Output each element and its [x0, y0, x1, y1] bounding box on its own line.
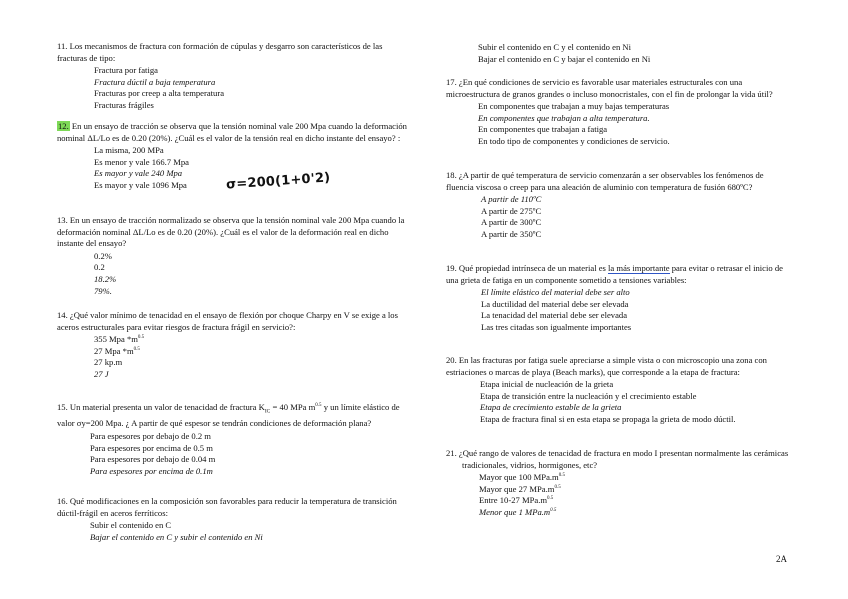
option-b[interactable]: Bajar el contenido en C y subir el contenido en Ni — [90, 531, 263, 542]
question-19 — [446, 263, 791, 334]
option-a[interactable]: 0.2% — [94, 250, 112, 261]
question-17 — [446, 77, 791, 148]
question-stem-text: En un ensayo de tracción se observa que la tensión nominal vale 200 Mpa cuando la deformación nominal ΔL/Lo es de 0.20 (20%). ¿Cuál es el valor de la tensión real en dicho instante del ensayo? : — [57, 121, 407, 143]
question-stem: 17. ¿En qué condiciones de servicio es favorable usar materiales estructurales con una microestructura de granos grandes o incluso monocristales, con el fin de prolongar la vida útil? — [446, 77, 773, 99]
option-d[interactable]: A partir de 350ºC — [481, 228, 542, 239]
option-d[interactable]: Fracturas frágiles — [94, 99, 154, 110]
question-13 — [57, 215, 407, 297]
option-b[interactable]: La ductilidad del material debe ser elevada — [481, 298, 629, 309]
question-16-continued — [462, 41, 792, 65]
page-number: 2A — [776, 554, 787, 564]
option-c[interactable]: Entre 10-27 $MPa.m^{0.5}$ — [479, 495, 554, 506]
option-c[interactable]: Fracturas por creep a alta temperatura — [94, 88, 225, 99]
options-list — [446, 287, 791, 333]
options-list — [57, 520, 407, 543]
option-a[interactable]: A partir de 110ºC — [481, 194, 542, 205]
question-stem: 20. En las fracturas por fatiga suele apreciarse a simple vista o con microscopio una zona con estriaciones o marcas de playa (Beach marks), que corresponde a la etapa de fractura: — [446, 355, 767, 377]
options-list — [57, 431, 407, 477]
option-b[interactable]: 27 Mpa $*m^{0.5}$ — [94, 345, 140, 356]
question-14 — [57, 310, 407, 381]
options-list — [446, 194, 791, 240]
option-c[interactable]: 18.2% — [94, 273, 117, 284]
option-c[interactable]: 27 kp.m — [94, 357, 123, 368]
option-b[interactable]: Es menor y vale 166.7 Mpa — [94, 156, 189, 167]
question-stem: 15. Un material presenta un valor de tenacidad de fractura $K_{IC} = 40$ MPa $m^{0.5}$ y un límite elástico de valor σy=200 Mpa. ¿ A partir de qué espesor se tendrán condiciones de deformación plana? — [57, 402, 400, 429]
question-stem: 18. ¿A partir de qué temperatura de servicio comenzarán a ser observables los fenómenos de fluencia viscosa o creep para una aleación de aluminio con temperatura de fusión 680ºC? — [446, 170, 764, 192]
question-stem — [57, 121, 407, 144]
option-a[interactable]: 355 Mpa $*m^{0.5}$ — [94, 334, 145, 345]
options-list — [57, 65, 405, 111]
option-a[interactable]: El límite elástico del material debe ser alto — [481, 287, 630, 298]
option-c[interactable]: Etapa de crecimiento estable de la grieta — [480, 402, 622, 413]
option-b[interactable]: A partir de 275ºC — [481, 205, 542, 216]
question-18 — [446, 170, 791, 241]
option-b[interactable]: Para espesores por encima de 0.5 m — [90, 442, 213, 453]
question-21 — [446, 448, 791, 519]
question-16 — [57, 496, 407, 543]
option-b[interactable]: Mayor que 27 $MPa.m^{0.5}$ — [479, 483, 561, 494]
option-d[interactable]: Menor que 1 $MPa.m^{0.5}$ — [479, 506, 557, 517]
option-a[interactable]: Para espesores por debajo de 0.2 m — [90, 430, 211, 441]
question-stem: 14. ¿Qué valor mínimo de tenacidad en el ensayo de flexión por choque Charpy en V se exige a los aceros estructurales para evitar riesgos de fractura frágil en servicio?: — [57, 310, 398, 332]
option-d[interactable]: Bajar el contenido en C y bajar el contenido en Ni — [478, 53, 651, 64]
question-stem: 16. Qué modificaciones en la composición son favorables para reducir la temperatura de transición dúctil-frágil en aceros ferríticos: — [57, 496, 397, 518]
handwritten-annotation: σ=200(1+0'2) — [225, 170, 331, 193]
option-d[interactable]: Etapa de fractura final si en esta etapa se propaga la grieta de modo dúctil. — [480, 413, 736, 424]
question-15 — [57, 402, 407, 477]
option-b[interactable]: Fractura dúctil a baja temperatura — [94, 76, 216, 87]
option-b[interactable]: 0.2 — [94, 262, 105, 273]
option-a[interactable]: Etapa inicial de nucleación de la grieta — [480, 379, 614, 390]
underlined-phrase: la más importante — [608, 263, 670, 273]
option-d[interactable]: Es mayor y vale 1096 Mpa — [94, 179, 187, 190]
option-c[interactable]: Subir el contenido en C y el contenido en Ni — [478, 42, 631, 52]
option-c[interactable]: En componentes que trabajan a fatiga — [478, 124, 608, 135]
option-a[interactable]: Fractura por fatiga — [94, 65, 158, 76]
option-d[interactable]: 27 J — [94, 368, 109, 379]
question-stem: 19. Qué propiedad intrínseca de un material es la más importante para evitar o retrasar el inicio de una grieta de fatiga en un componente sometido a tensiones variables: — [446, 263, 783, 285]
options-list — [446, 379, 791, 425]
highlighted-question-number: 12. — [58, 121, 69, 131]
question-stem: 21. ¿Qué rango de valores de tenacidad de fractura en modo I presentan normalmente las cerámicas tradicionales, vidrios, hormigones, etc? — [446, 448, 789, 470]
option-d[interactable]: En todo tipo de componentes y condiciones de servicio. — [478, 135, 670, 146]
option-d[interactable]: Las tres citadas son igualmente importantes — [481, 321, 632, 332]
option-b[interactable]: Etapa de transición entre la nucleación y el crecimiento estable — [480, 390, 697, 401]
option-b[interactable]: En componentes que trabajan a alta temperatura. — [478, 112, 650, 123]
option-a[interactable]: En componentes que trabajan a muy bajas temperaturas — [478, 101, 670, 112]
options-list — [57, 334, 407, 380]
question-11 — [57, 41, 405, 112]
option-d[interactable]: Para espesores por encima de 0.1m — [90, 465, 213, 476]
option-c[interactable]: A partir de 300ºC — [481, 217, 542, 228]
question-stem: 11. Los mecanismos de fractura con formación de cúpulas y desgarro son característicos de las fracturas de tipo: — [57, 41, 383, 63]
option-c[interactable]: La tenacidad del material debe ser elevada — [481, 310, 628, 321]
option-c[interactable]: Es mayor y vale 240 Mpa — [94, 168, 183, 179]
option-a[interactable]: La misma, 200 MPa — [94, 145, 164, 156]
option-c[interactable]: Para espesores por debajo de 0.04 m — [90, 454, 216, 465]
options-list — [446, 472, 791, 518]
options-list — [446, 101, 791, 147]
option-a[interactable]: Subir el contenido en C — [90, 520, 172, 531]
options-list — [57, 251, 407, 297]
options-list — [462, 42, 792, 65]
question-stem: 13. En un ensayo de tracción normalizado se observa que la tensión nominal vale 200 Mpa cuando la deformación nominal ΔL/Lo es de 0.20 (20%). ¿Cuál es el valor de la deformación real en dicho instante del ensayo? — [57, 215, 405, 249]
question-20 — [446, 355, 791, 426]
option-d[interactable]: 79%. — [94, 285, 112, 296]
option-a[interactable]: Mayor que 100 $MPa.m^{0.5}$ — [479, 472, 565, 483]
